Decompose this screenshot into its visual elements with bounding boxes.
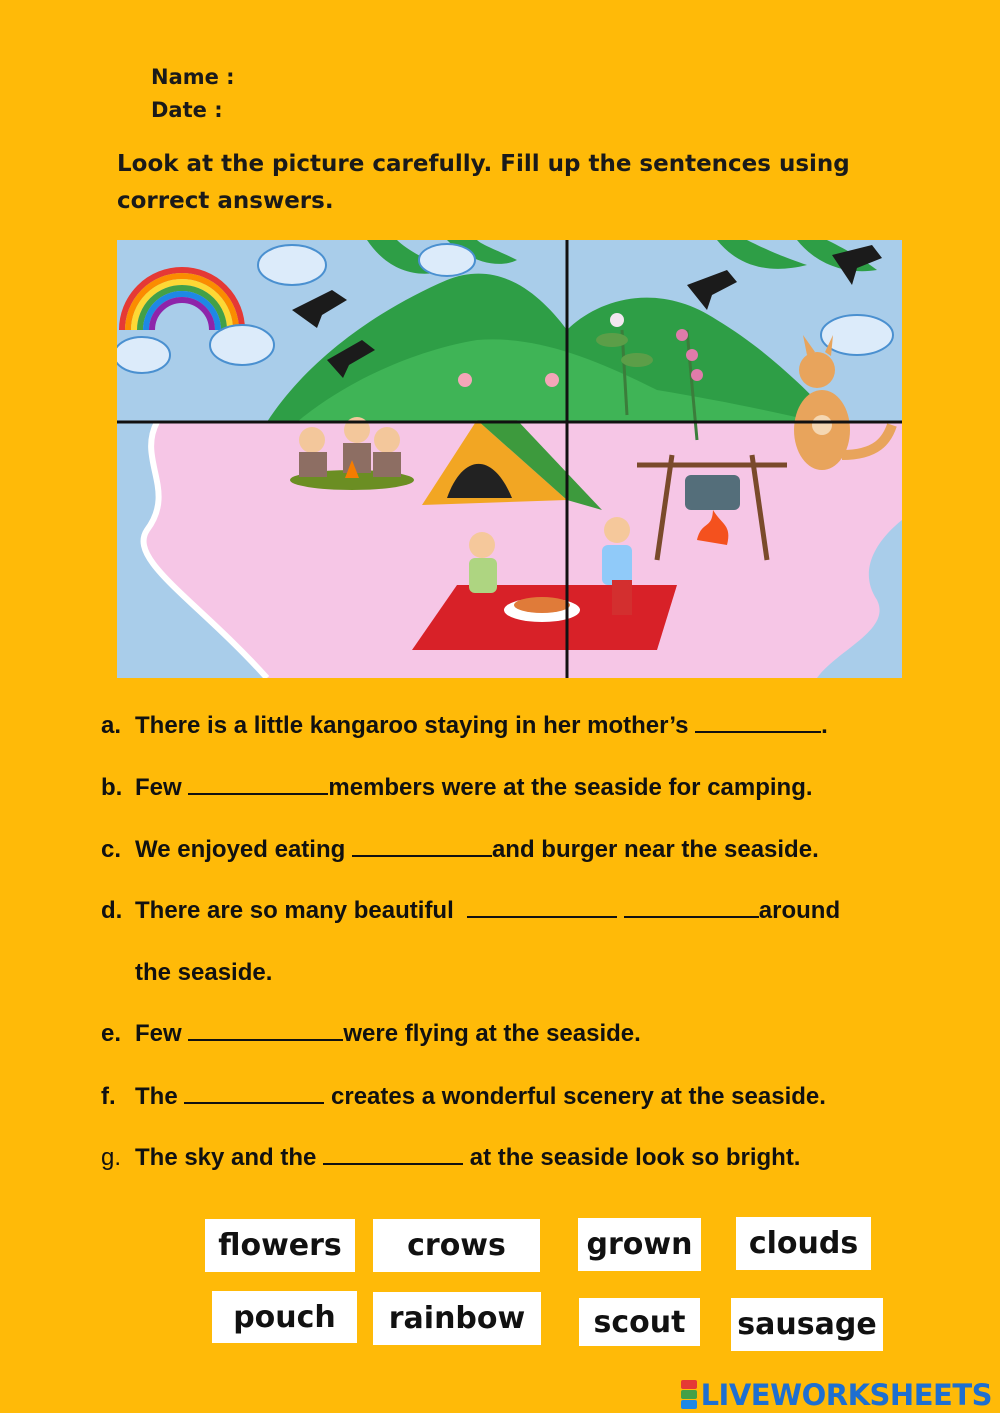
answer-blank[interactable]	[467, 898, 617, 918]
word-chip-pouch[interactable]: pouch	[212, 1291, 357, 1343]
answer-blank[interactable]	[323, 1145, 463, 1165]
answer-blank[interactable]	[352, 837, 492, 857]
instruction-line-1: Look at the picture carefully. Fill up the sentences using	[117, 151, 850, 177]
answer-blank[interactable]	[695, 713, 821, 733]
answer-blank[interactable]	[188, 1021, 343, 1041]
question-b: b. Few members were at the seaside for camping.	[101, 774, 813, 801]
question-c: c. We enjoyed eating and burger near the seaside.	[101, 836, 819, 863]
instruction-text	[117, 146, 850, 220]
question-g: g. The sky and the at the seaside look so bright.	[101, 1144, 801, 1171]
date-label: Date :	[151, 98, 223, 122]
answer-blank[interactable]	[624, 898, 759, 918]
word-chip-crows[interactable]: crows	[373, 1219, 540, 1272]
word-chip-rainbow[interactable]: rainbow	[373, 1292, 541, 1345]
seaside-scene-picture	[117, 240, 902, 678]
word-chip-sausage[interactable]: sausage	[731, 1298, 883, 1351]
scene-illustration	[117, 240, 902, 678]
answer-blank[interactable]	[184, 1084, 324, 1104]
question-d-continued: the seaside.	[135, 959, 273, 986]
word-chip-grown[interactable]: grown	[578, 1218, 701, 1271]
question-a: a. There is a little kangaroo staying in her mother’s .	[101, 712, 828, 739]
word-chip-flowers[interactable]: flowers	[205, 1219, 355, 1272]
question-e: e. Few were flying at the seaside.	[101, 1020, 641, 1047]
instruction-line-2: correct answers.	[117, 188, 334, 214]
liveworksheets-logo: LIVEWORKSHEETS	[681, 1378, 992, 1412]
name-label: Name :	[151, 65, 235, 89]
answer-blank[interactable]	[188, 775, 328, 795]
word-chip-clouds[interactable]: clouds	[736, 1217, 871, 1270]
question-d: d. There are so many beautiful around	[101, 897, 841, 924]
logo-mark-icon	[681, 1380, 697, 1410]
question-f: f. The creates a wonderful scenery at the seaside.	[101, 1083, 826, 1110]
word-chip-scout[interactable]: scout	[579, 1298, 700, 1346]
